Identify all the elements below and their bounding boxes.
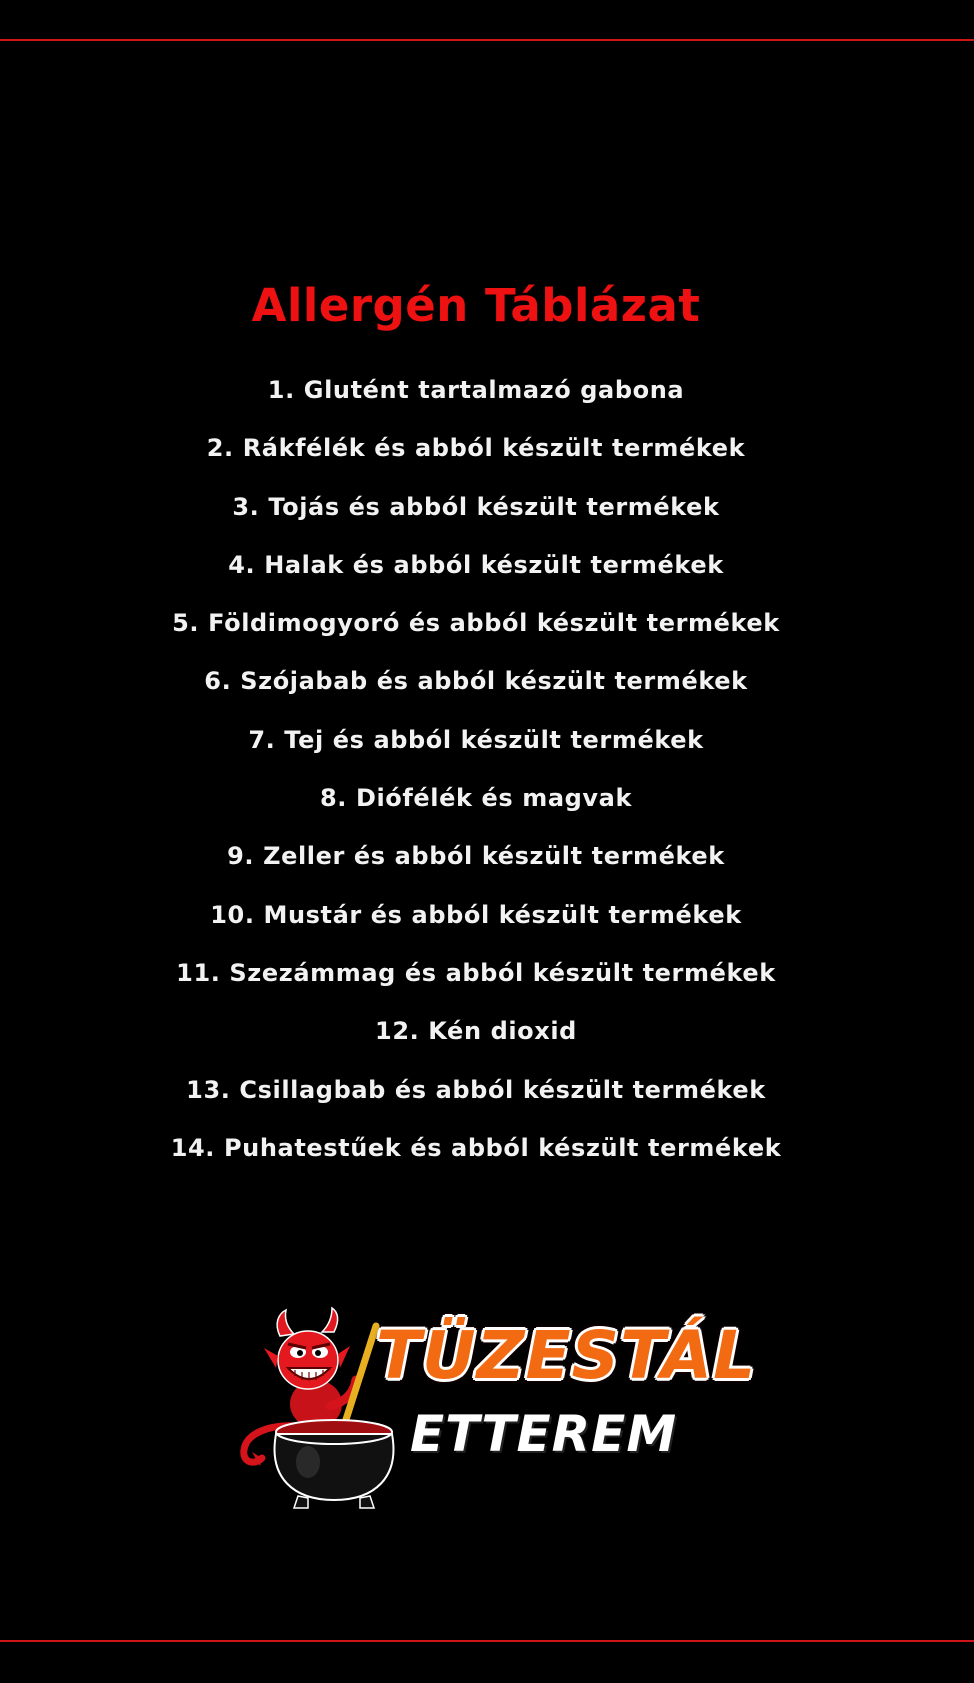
logo-subtitle: ETTEREM <box>410 1405 678 1463</box>
list-item: 6. Szójabab és abból készült termékek <box>204 667 748 696</box>
list-item: 13. Csillagbab és abból készült termékek <box>186 1075 766 1104</box>
top-divider <box>0 39 974 41</box>
list-item: 5. Földimogyoró és abból készült termékek <box>172 609 780 638</box>
list-item: 10. Mustár és abból készült termékek <box>210 900 742 929</box>
list-item: 4. Halak és abból készült termékek <box>228 550 724 579</box>
list-item: 3. Tojás és abból készült termékek <box>232 492 720 521</box>
list-item: 2. Rákfélék és abból készült termékek <box>206 434 746 463</box>
list-item: 9. Zeller és abból készült termékek <box>227 842 725 871</box>
list-item: 14. Puhatestűek és abból készült termékek <box>170 1133 782 1162</box>
list-item: 8. Diófélék és magvak <box>319 784 633 813</box>
logo-name: TÜZESTÁL <box>376 1317 757 1394</box>
list-item: 11. Szezámmag és abból készült termékek <box>176 958 776 987</box>
list-item: 1. Glutént tartalmazó gabona <box>267 376 685 404</box>
page-title: Allergén Táblázat <box>251 279 701 333</box>
restaurant-logo <box>238 1306 757 1512</box>
bottom-divider <box>0 1640 974 1642</box>
allergen-list <box>0 375 952 1191</box>
list-item: 7. Tej és abból készült termékek <box>248 725 704 754</box>
list-item: 12. Kén dioxid <box>375 1017 577 1046</box>
